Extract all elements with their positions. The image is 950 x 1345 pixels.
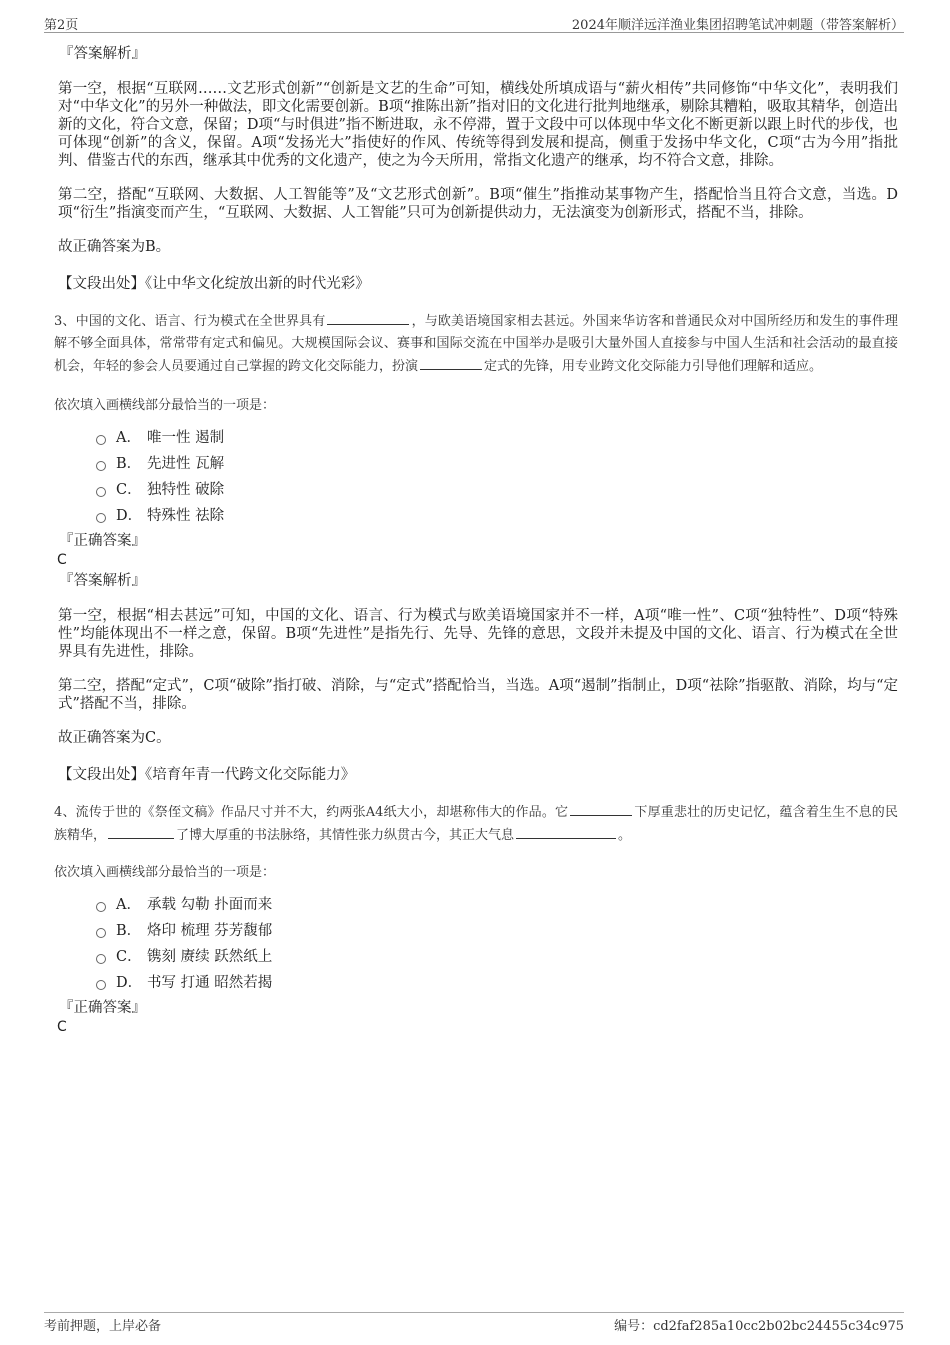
page-number: 第2页	[44, 18, 79, 33]
radio-icon[interactable]	[96, 902, 106, 912]
analysis-conclusion: 故正确答案为C。	[58, 730, 171, 746]
options-list	[96, 892, 898, 996]
question-3-text: 3、中国的文化、语言、行为模式在全世界具有 ，与欧美语境国家相去甚远。外国来华访客和普通民众对中国所经历和发生的事件理解不够全面具体，常常带有定式和偏见。大规模国际会议、赛事和国际交流在中国举办是吸引大量外国人直接参与中国人生活和社会活动的最直接机会，年轻的参会人员要通过自己掌握的跨文化交际能力，扮演 定式的先锋，用专业跨文化交际能力引导他们理解和适应。	[54, 310, 898, 378]
radio-icon[interactable]	[96, 435, 106, 445]
footer-slogan: 考前押题，上岸必备	[44, 1319, 162, 1334]
answer-blank	[420, 355, 482, 370]
radio-icon[interactable]	[96, 461, 106, 471]
radio-icon[interactable]	[96, 513, 106, 523]
passage-source: 【文段出处】《让中华文化绽放出新的时代光彩》	[58, 276, 370, 292]
radio-icon[interactable]	[96, 954, 106, 964]
document-code: 编号：cd2faf285a10cc2b02bc24455c34c975	[614, 1319, 904, 1334]
option-d[interactable]: D． 特殊性 祛除	[96, 503, 898, 529]
answer-blank	[108, 824, 174, 839]
question-instruction: 依次填入画横线部分最恰当的一项是：	[54, 865, 276, 880]
options-list	[96, 425, 898, 529]
option-c[interactable]: C． 独特性 破除	[96, 477, 898, 503]
analysis-paragraph: 第一空，根据“相去甚远”可知，中国的文化、语言、行为模式与欧美语境国家并不一样，A项“唯一性”、C项“独特性”、D项“特殊性”均能体现出不一样之意，保留。B项“先进性”是指先行、先导、先锋的意思，文段并未提及中国的文化、语言、行为模式在全世界具有先进性，排除。	[58, 608, 898, 660]
answer-blank	[516, 824, 616, 839]
question-instruction: 依次填入画横线部分最恰当的一项是：	[54, 398, 276, 413]
correct-answer-label: 『正确答案』	[59, 533, 146, 549]
answer-blank	[327, 310, 409, 325]
option-c[interactable]: C． 镌刻 赓续 跃然纸上	[96, 944, 898, 970]
analysis-conclusion: 故正确答案为B。	[58, 239, 171, 255]
analysis-paragraph: 第二空，搭配“定式”，C项“破除”指打破、消除，与“定式”搭配恰当，当选。A项“遏制”指制止，D项“祛除”指驱散、消除，均与“定式”搭配不当，排除。	[58, 678, 898, 712]
option-a[interactable]: A． 唯一性 遏制	[96, 425, 898, 451]
option-b[interactable]: B． 烙印 梳理 芬芳馥郁	[96, 918, 898, 944]
answer-analysis-label: 『答案解析』	[59, 573, 146, 589]
option-a[interactable]: A． 承载 勾勒 扑面而来	[96, 892, 898, 918]
page-footer	[44, 1312, 904, 1335]
radio-icon[interactable]	[96, 487, 106, 497]
option-b[interactable]: B． 先进性 瓦解	[96, 451, 898, 477]
passage-source: 【文段出处】《培育年青一代跨文化交际能力》	[58, 767, 356, 783]
page-content	[56, 44, 898, 1036]
correct-answer: C	[57, 552, 67, 568]
answer-blank	[570, 801, 632, 816]
answer-analysis-label: 『答案解析』	[59, 46, 146, 62]
correct-answer: C	[57, 1019, 67, 1035]
page-header	[44, 12, 904, 33]
document-title: 2024年顺洋远洋渔业集团招聘笔试冲刺题（带答案解析）	[571, 18, 904, 33]
correct-answer-label: 『正确答案』	[59, 1000, 146, 1016]
radio-icon[interactable]	[96, 928, 106, 938]
analysis-paragraph: 第二空，搭配“互联网、大数据、人工智能等”及“文艺形式创新”。B项“催生”指推动某事物产生，搭配恰当且符合文意，当选。D项“衍生”指演变而产生，“互联网、大数据、人工智能”只可为创新提供动力，无法演变为创新形式，搭配不当，排除。	[58, 187, 898, 221]
question-4-text: 4、流传于世的《祭侄文稿》作品尺寸并不大，约两张A4纸大小，却堪称伟大的作品。它 下厚重悲壮的历史记忆，蕴含着生生不息的民族精华， 了博大厚重的书法脉络，其情性张力纵贯古今，其正大气息 。	[54, 801, 898, 847]
option-d[interactable]: D． 书写 打通 昭然若揭	[96, 970, 898, 996]
radio-icon[interactable]	[96, 980, 106, 990]
analysis-paragraph: 第一空，根据“互联网……文艺形式创新”“创新是文艺的生命”可知，横线处所填成语与“薪火相传”共同修饰“中华文化”，表明我们对“中华文化”的另外一种做法，即文化需要创新。B项“推陈出新”指对旧的文化进行批判地继承，剔除其糟粕，吸取其精华，创造出新的文化，符合文意，保留；D项“与时俱进”指不断进取，永不停滞，置于文段中可以体现中华文化不断更新以跟上时代的步伐，也可体现“创新”的含义，保留。A项“发扬光大”指使好的作风、传统等得到发展和提高，侧重于发扬中华文化，C项“古为今用”指批判、借鉴古代的东西，继承其中优秀的文化遗产，使之为今天所用，常指文化遗产的继承，均不符合文意，排除。	[58, 81, 898, 169]
